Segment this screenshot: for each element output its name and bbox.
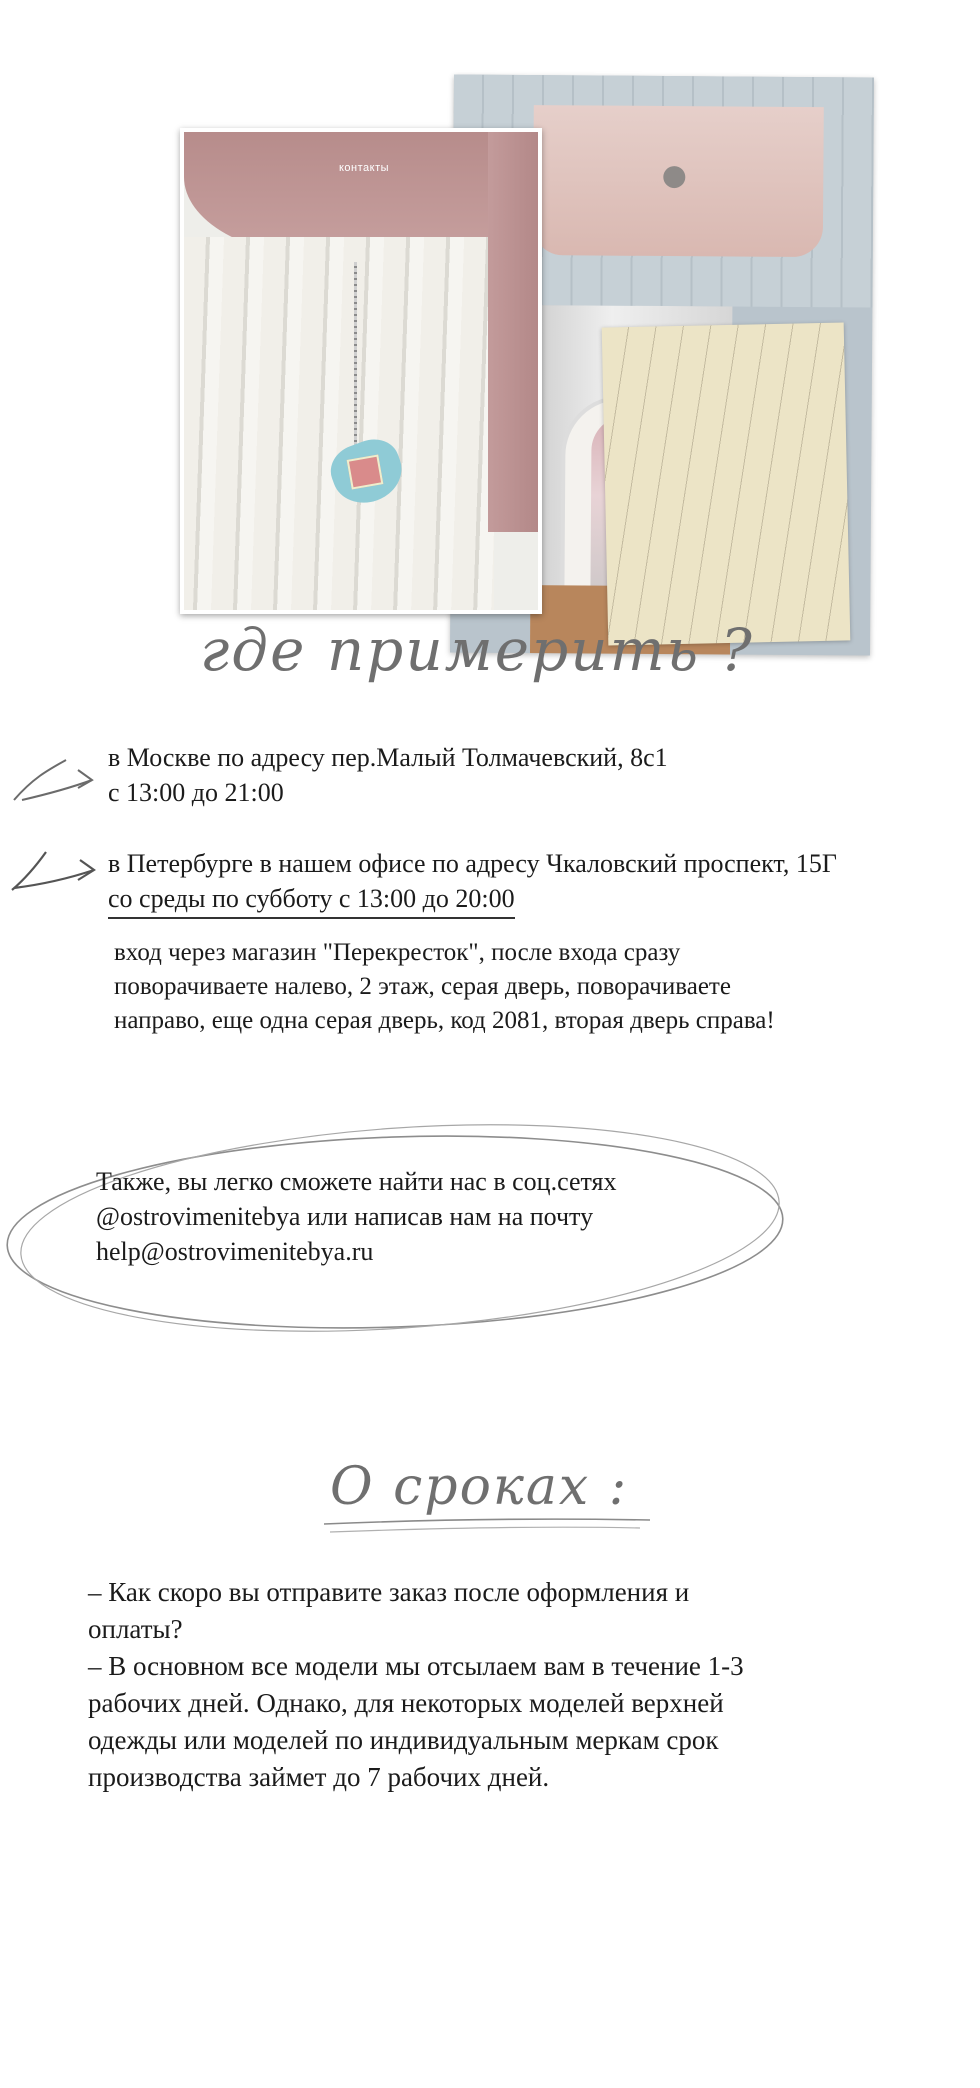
- moscow-address: в Москве по адресу пер.Малый Толмачевский, 8с1: [108, 743, 668, 772]
- faq-line: одежды или моделей по индивидуальным меркам срок: [88, 1725, 719, 1755]
- arrow-icon: [6, 842, 106, 898]
- social-block: [96, 1164, 816, 1269]
- directions-line: поворачиваете налево, 2 этаж, серая дверь, поворачиваете: [114, 973, 731, 1000]
- arrow-icon: [8, 748, 104, 808]
- directions-line: вход через магазин "Перекресток", после входа сразу: [114, 939, 681, 966]
- terms-faq: [88, 1574, 868, 1796]
- faq-line: – В основном все модели мы отсылаем вам в течение 1-3: [88, 1651, 744, 1681]
- moscow-address-block: [108, 740, 968, 810]
- social-email: help@ostrovimenitebya.ru: [96, 1237, 374, 1266]
- faq-line: – Как скоро вы отправите заказ после оформления и: [88, 1577, 690, 1607]
- handwritten-note-image: [602, 323, 851, 646]
- faq-line: производства займет до 7 рабочих дней.: [88, 1762, 550, 1792]
- photo-label: контакты: [338, 162, 390, 174]
- directions-line: направо, еще одна серая дверь, код 2081, вторая дверь справа!: [114, 1007, 775, 1034]
- social-line: @ostrovimenitebya или написав нам на почту: [96, 1202, 594, 1231]
- faq-line: рабочих дней. Однако, для некоторых моделей верхней: [88, 1688, 724, 1718]
- spb-address-block: [108, 846, 968, 919]
- skirt-photo: [180, 128, 542, 614]
- moscow-hours: с 13:00 до 21:00: [108, 778, 284, 807]
- social-line: Также, вы легко сможете найти нас в соц.сетях: [96, 1167, 617, 1196]
- spb-directions: [114, 936, 954, 1038]
- fitting-title: где примерить ?: [200, 616, 754, 684]
- spb-hours: со среды по субботу с 13:00 до 20:00: [108, 881, 515, 919]
- faq-line: оплаты?: [88, 1614, 183, 1644]
- terms-title: О сроках :: [330, 1457, 629, 1517]
- spb-address: в Петербурге в нашем офисе по адресу Чкаловский проспект, 15Г: [108, 849, 837, 878]
